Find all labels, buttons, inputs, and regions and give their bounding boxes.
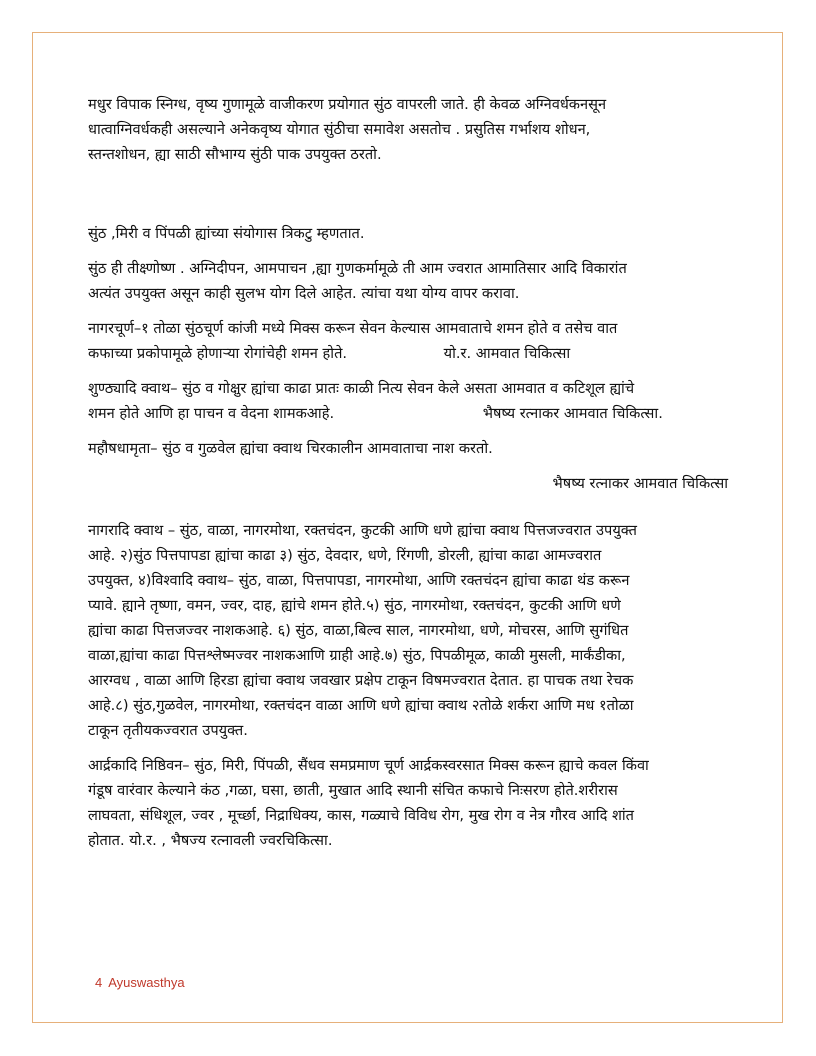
footer-title: Ayuswasthya [108, 975, 185, 990]
p5-line-2-row [88, 401, 728, 426]
p7-line-1: नागरादि क्वाथ – सुंठ, वाळा, नागरमोथा, रक्तचंदन, कुटकी आणि धणे ह्यांचा क्वाथ पित्तजज्वरात उपयुक्त [88, 522, 637, 539]
p1-line-3: स्तन्तशोधन, ह्या साठी सौभाग्य सुंठी पाक उपयुक्त ठरतो. [88, 146, 382, 163]
page-footer [95, 975, 191, 990]
paragraph-3 [88, 256, 728, 306]
p4-line-2: कफाच्या प्रकोपामूळे होणाऱ्या रोगांचेही शमन होते. [88, 345, 348, 362]
paragraph-6-citation [88, 471, 728, 496]
p3-line-2: अत्यंत उपयुक्त असून काही सुलभ योग दिले आहेत. त्यांचा यथा योग्य वापर करावा. [88, 285, 520, 302]
paragraph-2 [88, 221, 728, 246]
paragraph-6 [88, 436, 728, 461]
p6-citation: भैषष्य रत्नाकर आमवात चिकित्सा [552, 475, 728, 492]
p5-citation: भैषष्य रत्नाकर आमवात चिकित्सा. [482, 405, 663, 422]
paragraph-7 [88, 518, 728, 743]
p7-line-4: प्यावे. ह्याने तृष्णा, वमन, ज्वर, दाह, ह्यांचे शमन होते.५) सुंठ, नागरमोथा, रक्तचंदन, कुटकी आणि धणे [88, 597, 621, 614]
p8-line-2: गंडूष वारंवार केल्याने कंठ ,गळा, घसा, छाती, मुखात आदि स्थानी संचित कफाचे निःसरण होते.शरीरास [88, 782, 618, 799]
p4-citation: यो.र. आमवात चिकित्सा [443, 345, 571, 362]
paragraph-1 [88, 92, 728, 167]
p3-line-1: सुंठ ही तीक्ष्णोष्ण . अग्निदीपन, आमपाचन ,ह्या गुणकर्मामूळे ती आम ज्वरात आमातिसार आदि विकारांत [88, 260, 627, 277]
document-body [88, 92, 728, 853]
paragraph-8 [88, 753, 728, 853]
p7-line-5: ह्यांचा काढा पित्तजज्वर नाशकआहे. ६) सुंठ, वाळा,बिल्व साल, नागरमोथा, धणे, मोचरस, आणि सुगंधित [88, 622, 629, 639]
p7-line-3: उपयुक्त, ४)विश्वादि क्वाथ– सुंठ, वाळा, पित्तपापडा, नागरमोथा, आणि रक्तचंदन ह्यांचा काढा थंड करून [88, 572, 630, 589]
p8-line-3: लाघवता, संधिशूल, ज्वर , मूर्च्छा, निद्राधिक्य, कास, गळ्याचे विविध रोग, मुख रोग व नेत्र गौरव आदि शांत [88, 807, 634, 824]
p1-line-2: धात्वाग्निवर्धकही असल्याने अनेकवृष्य योगात सुंठीचा समावेश असतोच . प्रसुतिस गर्भाशय शोधन, [88, 121, 591, 138]
p8-line-1: आर्द्रकादि निष्ठिवन– सुंठ, मिरी, पिंपळी, सैंधव समप्रमाण चूर्ण आर्द्रकस्वरसात मिक्स करून ह्याचे कवल किंवा [88, 757, 649, 774]
p7-line-7: आरग्वध , वाळा आणि हिरडा ह्यांचा क्वाथ जवखार प्रक्षेप टाकून विषमज्वरात देतात. हा पाचक तथा रेचक [88, 672, 634, 689]
p5-line-2: शमन होते आणि हा पाचन व वेदना शामकआहे. [88, 405, 335, 422]
p8-line-4: होतात. यो.र. , भैषज्य रत्नावली ज्वरचिकित्सा. [88, 832, 333, 849]
paragraph-4 [88, 316, 728, 366]
p4-line-1: नागरचूर्ण–१ तोळा सुंठचूर्ण कांजी मध्ये मिक्स करून सेवन केल्यास आमवाताचे शमन होते व तसेच वात [88, 320, 618, 337]
p7-line-2: आहे. २)सुंठ पित्तपापडा ह्यांचा काढा ३) सुंठ, देवदार, धणे, रिंगणी, डोरली, ह्यांचा काढा आमज्वरात [88, 547, 602, 564]
p6-line-1: महौषधामृता– सुंठ व गुळवेल ह्यांचा क्वाथ चिरकालीन आमवाताचा नाश करतो. [88, 440, 493, 457]
p4-line-2-row [88, 341, 728, 366]
p7-line-8: आहे.८) सुंठ,गुळवेल, नागरमोथा, रक्तचंदन वाळा आणि धणे ह्यांचा क्वाथ २तोळे शर्करा आणि मध १तोळा [88, 697, 634, 714]
p7-line-6: वाळा,ह्यांचा काढा पित्तश्लेष्मज्वर नाशकआणि ग्राही आहे.७) सुंठ, पिपळीमूळ, काळी मुसली, मार्कंडीका, [88, 647, 626, 664]
paragraph-5 [88, 376, 728, 426]
p7-line-9: टाकून तृतीयकज्वरात उपयुक्त. [88, 722, 248, 739]
p2-line-1: सुंठ ,मिरी व पिंपळी ह्यांच्या संयोगास त्रिकटु म्हणतात. [88, 225, 365, 242]
p1-line-1: मधुर विपाक स्निग्ध, वृष्य गुणामूळे वाजीकरण प्रयोगात सुंठ वापरली जाते. ही केवळ अग्निवर्धकनसून [88, 96, 607, 113]
page-number: 4 [95, 975, 103, 990]
p5-line-1: शुण्ठ्यादि क्वाथ– सुंठ व गोक्षुर ह्यांचा काढा प्रातः काळी नित्य सेवन केले असता आमवात व कटिशूल ह्यांचे [88, 380, 635, 397]
